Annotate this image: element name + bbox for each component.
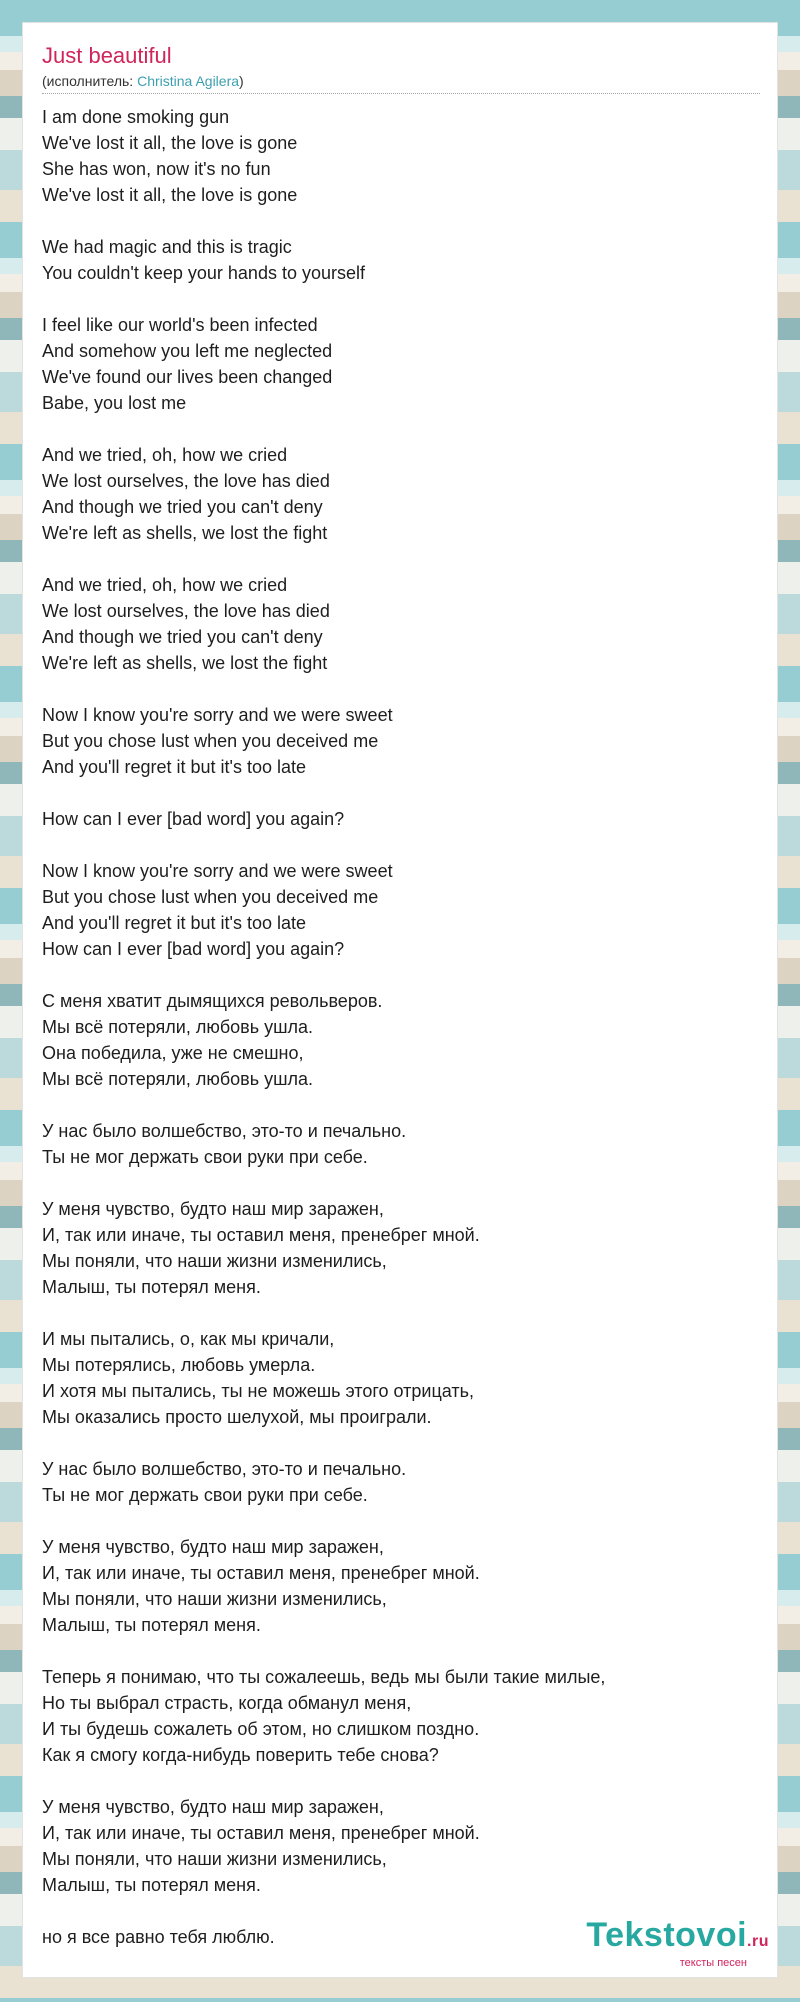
- lyrics-stanza: [42, 104, 762, 208]
- logo-name: Tekstovoi: [586, 1916, 748, 1954]
- artist-link[interactable]: Christina Agilera: [137, 73, 240, 89]
- lyric-line: И, так или иначе, ты оставил меня, пренебрег мной.: [42, 1823, 480, 1843]
- site-logo[interactable]: [586, 1918, 769, 1969]
- song-title: Just beautiful: [42, 43, 172, 68]
- lyric-line: How can I ever [bad word] you again?: [42, 809, 345, 829]
- lyric-line: Малыш, ты потерял меня.: [42, 1277, 261, 1297]
- lyric-line: But you chose lust when you deceived me: [42, 887, 379, 907]
- lyric-line: You couldn't keep your hands to yourself: [42, 263, 365, 283]
- lyric-line: С меня хватит дымящихся револьверов.: [42, 991, 383, 1011]
- lyric-line: Мы поняли, что наши жизни изменились,: [42, 1251, 387, 1271]
- lyric-line: She has won, now it's no fun: [42, 159, 271, 179]
- lyric-line: We lost ourselves, the love has died: [42, 471, 330, 491]
- logo-tld: .ru: [747, 1933, 769, 1950]
- lyric-line: Мы всё потеряли, любовь ушла.: [42, 1017, 314, 1037]
- lyrics-stanza: [42, 234, 762, 286]
- lyric-line: Мы всё потеряли, любовь ушла.: [42, 1069, 314, 1089]
- lyrics-stanza: [42, 1326, 762, 1430]
- lyrics-stanza: [42, 806, 762, 832]
- lyric-line: Babe, you lost me: [42, 393, 187, 413]
- lyrics-stanza: [42, 1534, 762, 1638]
- lyric-line: Now I know you're sorry and we were sweet: [42, 705, 393, 725]
- lyric-line: I feel like our world's been infected: [42, 315, 318, 335]
- performer-suffix: ): [239, 73, 244, 89]
- lyric-line: Мы оказались просто шелухой, мы проиграли.: [42, 1407, 432, 1427]
- lyric-line: And we tried, oh, how we cried: [42, 445, 288, 465]
- logo-wordmark: [586, 1918, 769, 1959]
- lyrics-stanza: [42, 1196, 762, 1300]
- lyrics-stanza: [42, 1794, 762, 1898]
- lyrics-stanza: [42, 442, 762, 546]
- lyrics-stanza: [42, 988, 762, 1092]
- lyric-line: Ты не мог держать свои руки при себе.: [42, 1485, 368, 1505]
- lyric-line: Мы потерялись, любовь умерла.: [42, 1355, 316, 1375]
- lyric-line: И ты будешь сожалеть об этом, но слишком поздно.: [42, 1719, 480, 1739]
- lyrics-stanza: [42, 858, 762, 962]
- lyric-line: У нас было волшебство, это-то и печально.: [42, 1459, 407, 1479]
- lyric-line: And you'll regret it but it's too late: [42, 757, 307, 777]
- lyric-line: And we tried, oh, how we cried: [42, 575, 288, 595]
- lyric-line: We've found our lives been changed: [42, 367, 333, 387]
- lyrics-stanza: [42, 1118, 762, 1170]
- lyrics-stanza: [42, 312, 762, 416]
- lyric-line: Теперь я понимаю, что ты сожалеешь, ведь мы были такие милые,: [42, 1667, 606, 1687]
- lyric-line: И, так или иначе, ты оставил меня, пренебрег мной.: [42, 1563, 480, 1583]
- lyrics-stanza: [42, 1456, 762, 1508]
- lyric-line: Малыш, ты потерял меня.: [42, 1875, 261, 1895]
- performer-line: [42, 73, 244, 89]
- lyric-line: Now I know you're sorry and we were sweet: [42, 861, 393, 881]
- lyrics-card: [22, 22, 778, 1978]
- lyric-line: We had magic and this is tragic: [42, 237, 292, 257]
- lyric-line: And somehow you left me neglected: [42, 341, 333, 361]
- lyric-line: We lost ourselves, the love has died: [42, 601, 330, 621]
- lyric-line: И хотя мы пытались, ты не можешь этого отрицать,: [42, 1381, 475, 1401]
- lyric-line: We've lost it all, the love is gone: [42, 133, 298, 153]
- lyric-line: We're left as shells, we lost the fight: [42, 653, 328, 673]
- lyric-line: We're left as shells, we lost the fight: [42, 523, 328, 543]
- lyric-line: Мы поняли, что наши жизни изменились,: [42, 1849, 387, 1869]
- lyric-line: I am done smoking gun: [42, 107, 230, 127]
- lyric-line: And you'll regret it but it's too late: [42, 913, 307, 933]
- lyric-line: But you chose lust when you deceived me: [42, 731, 379, 751]
- lyric-line: Ты не мог держать свои руки при себе.: [42, 1147, 368, 1167]
- performer-prefix: (исполнитель:: [42, 73, 138, 89]
- lyric-line: И, так или иначе, ты оставил меня, пренебрег мной.: [42, 1225, 480, 1245]
- lyric-line: Мы поняли, что наши жизни изменились,: [42, 1589, 387, 1609]
- lyrics-stanza: [42, 1664, 762, 1768]
- title-divider: [42, 93, 760, 94]
- lyric-line: And though we tried you can't deny: [42, 497, 323, 517]
- lyric-line: И мы пытались, о, как мы кричали,: [42, 1329, 335, 1349]
- lyrics-stanza: [42, 702, 762, 780]
- lyrics-stanza: [42, 572, 762, 676]
- lyric-line: Как я смогу когда-нибудь поверить тебе снова?: [42, 1745, 439, 1765]
- lyric-line: У меня чувство, будто наш мир заражен,: [42, 1797, 384, 1817]
- lyric-line: У меня чувство, будто наш мир заражен,: [42, 1537, 384, 1557]
- lyric-line: And though we tried you can't deny: [42, 627, 323, 647]
- lyric-line: Она победила, уже не смешно,: [42, 1043, 304, 1063]
- lyric-line: Малыш, ты потерял меня.: [42, 1615, 261, 1635]
- lyric-line: We've lost it all, the love is gone: [42, 185, 298, 205]
- lyric-line: У нас было волшебство, это-то и печально.: [42, 1121, 407, 1141]
- logo-tagline: тексты песен: [679, 1957, 747, 1969]
- lyrics-body: [42, 104, 762, 1976]
- lyric-line: но я все равно тебя люблю.: [42, 1927, 275, 1947]
- lyric-line: У меня чувство, будто наш мир заражен,: [42, 1199, 384, 1219]
- lyric-line: Но ты выбрал страсть, когда обманул меня,: [42, 1693, 412, 1713]
- lyric-line: How can I ever [bad word] you again?: [42, 939, 345, 959]
